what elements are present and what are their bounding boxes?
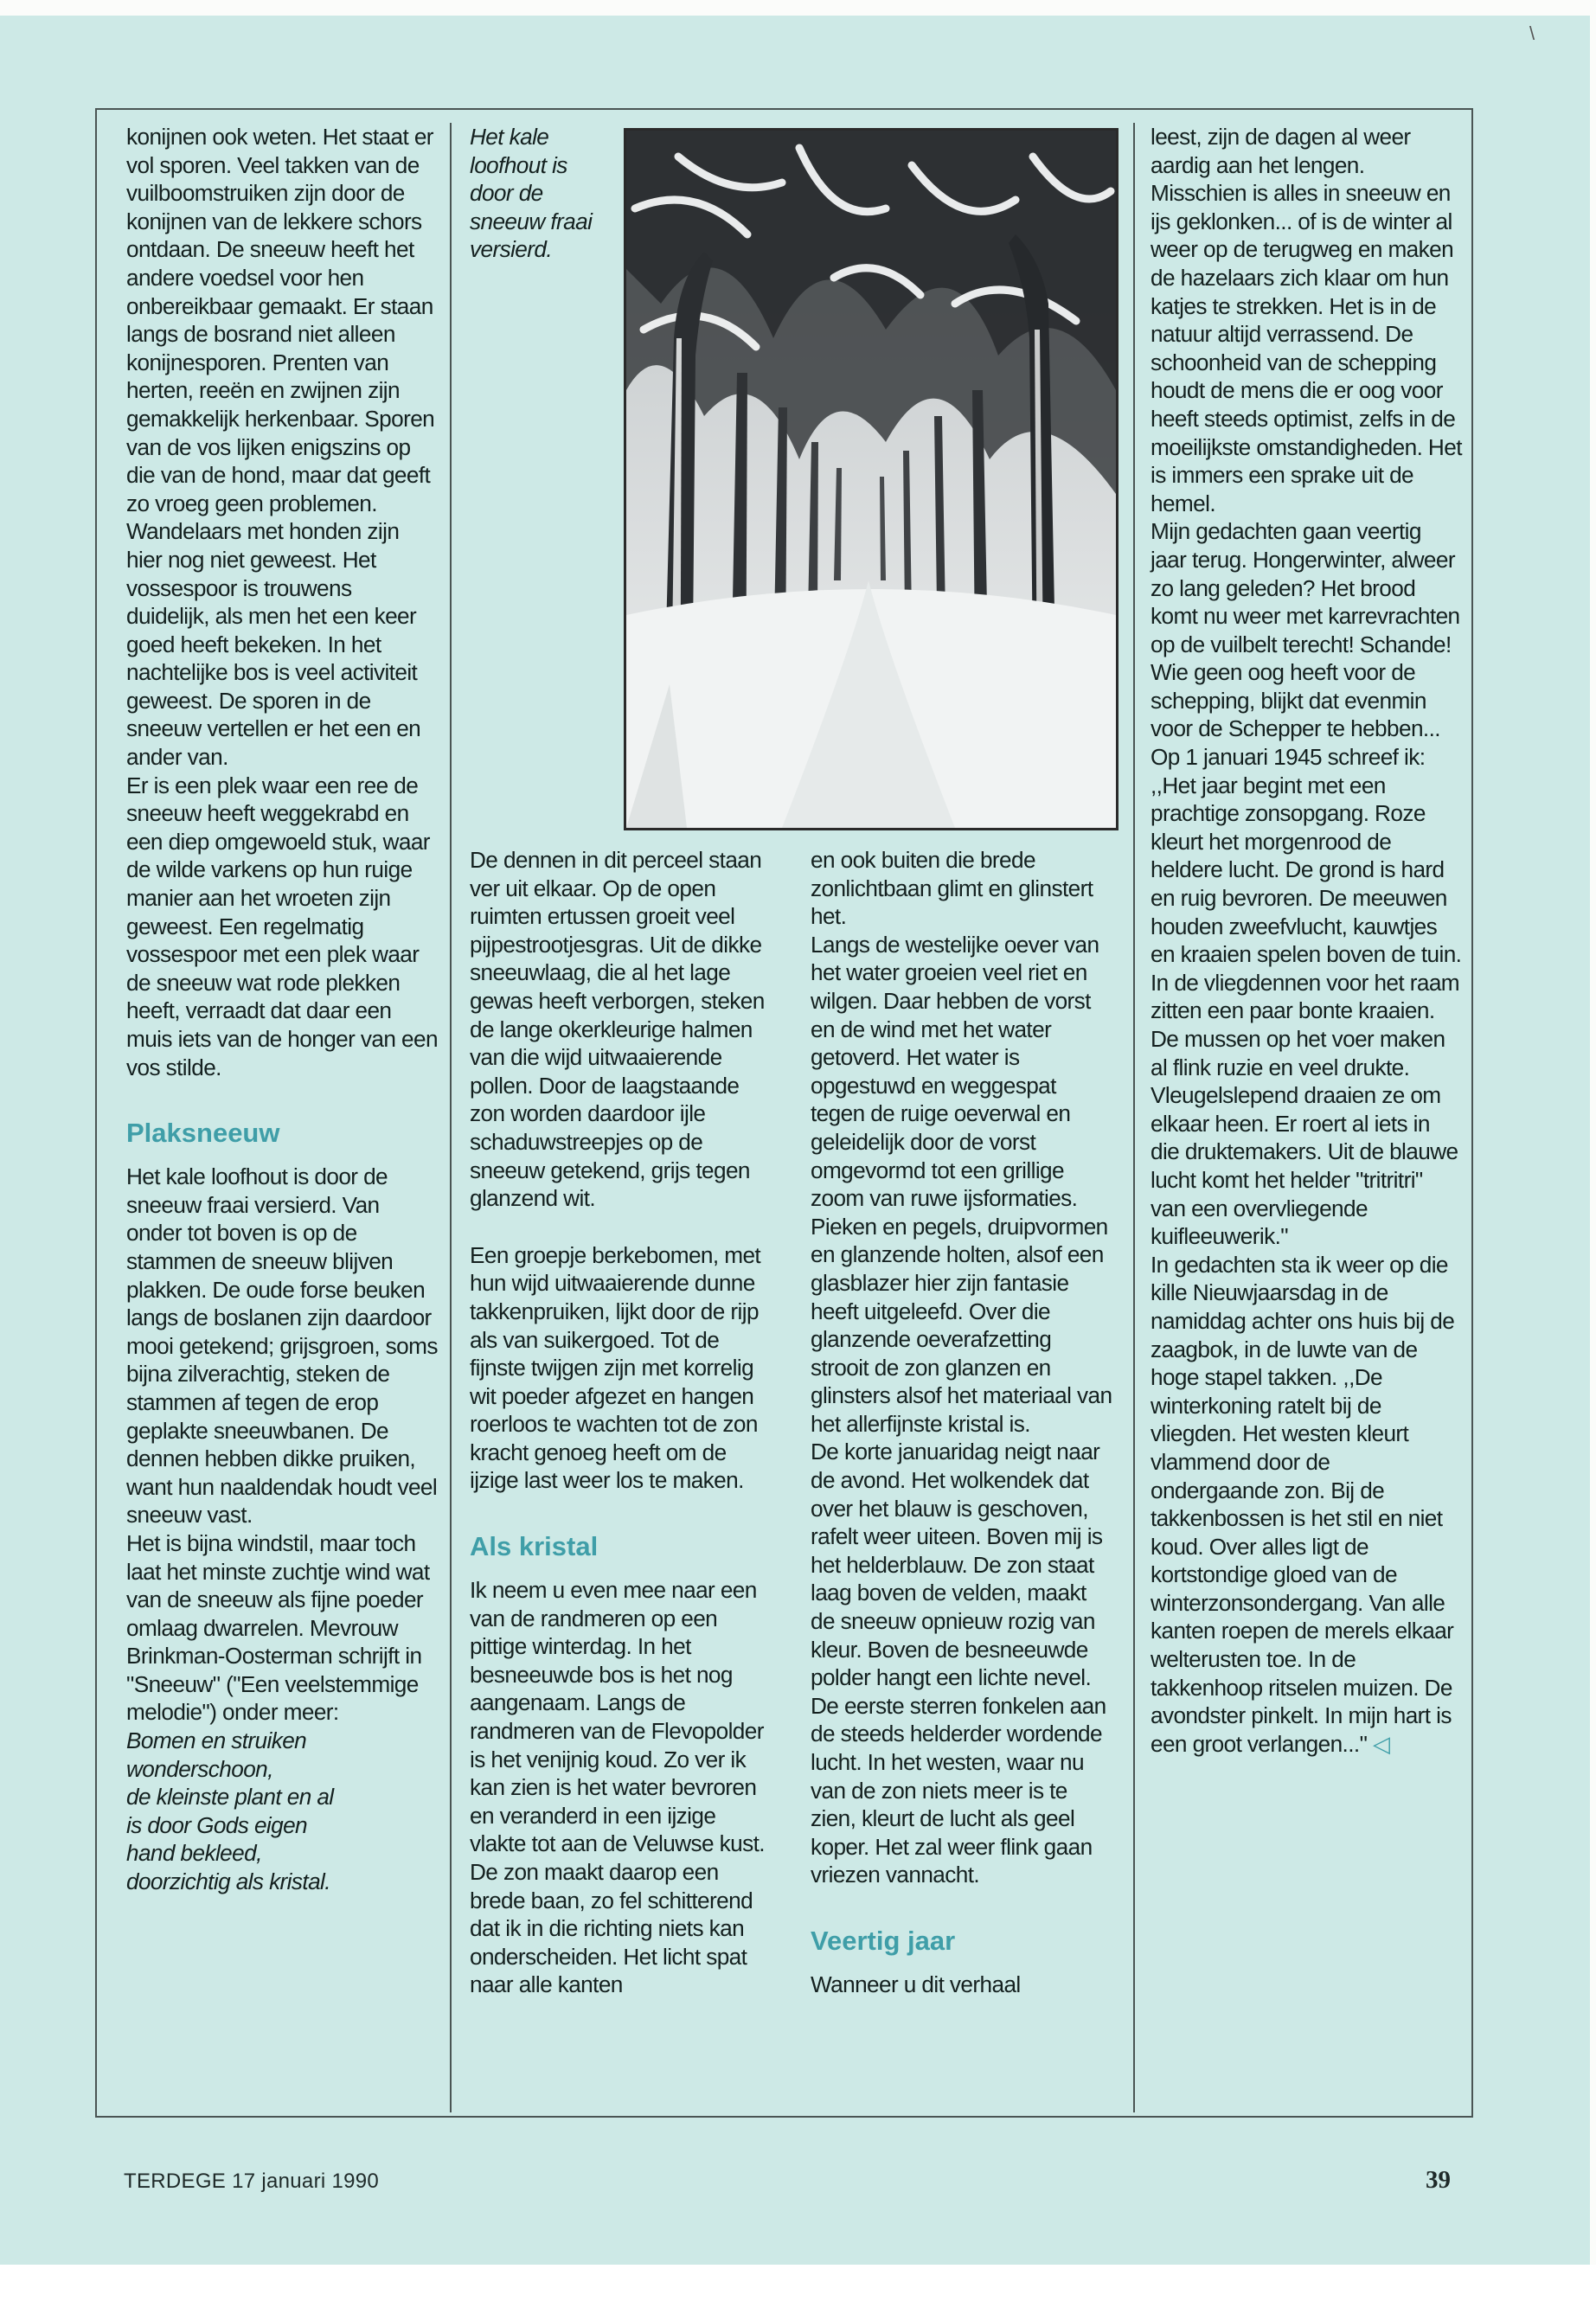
column-3 xyxy=(811,846,1113,1999)
footer-publication: TERDEGE 17 januari 1990 xyxy=(124,2170,380,2193)
column-2 xyxy=(470,846,772,1999)
paragraph: Het is bijna windstil, maar toch laat het minste zuchtje wind wat van de sneeuw als fijne poeder omlaag dwarrelen. Mevrouw Brinkman-Oosterman schrijft in "Sneeuw" ("Een veelstemmige melodie") onder meer: xyxy=(126,1529,430,1726)
paragraph: ,,Het jaar begint met een prachtige zonsopgang. Roze kleurt het morgenrood de heldere lucht. De grond is hard en ruig bevroren. De meeuwen houden zweefvlucht, kauwtjes en kraaien spelen boven de tuin. In de vliegdennen voor het raam zitten een paar bonte kraaien. De mussen op het voer maken al flink ruzie en veel drukte. Vleugelslepend draaien ze om elkaar heen. Er roert al iets in die druktemakers. Uit de blauwe lucht komt het helder "tritritri" van een overvliegende kuifleeuwerik." xyxy=(1151,772,1462,1250)
paragraph: konijnen ook weten. Het staat er vol sporen. Veel takken van de vuilboomstruiken zijn door de konijnen van de lekkere schors ontdaan. De sneeuw heeft het andere voedsel voor hen onbereikbaar gemaakt. Er staan langs de bosrand niet alleen konijnesporen. Prenten van herten, reeën en zwijnen zijn gemakkelijk herkenbaar. Sporen van de vos lijken enigszins op die van de hond, maar dat geeft zo vroeg geen problemen. Wandelaars met honden zijn hier nog niet geweest. Het vossespoor is trouwens duidelijk, als men het een keer goed heeft bekeken. In het nachtelijke bos is veel activiteit geweest. De sporen in de sneeuw vertellen er het een en ander van. xyxy=(126,124,435,771)
column-rule-2 xyxy=(1133,123,1135,2112)
scan-corner-mark: \ xyxy=(1529,22,1535,44)
poem-line: Bomen en struiken xyxy=(126,1727,307,1754)
page-number: 39 xyxy=(1426,2166,1451,2194)
end-of-article-icon: ◁ xyxy=(1372,1730,1390,1757)
photo-caption: Het kale loofhout is door de sneeuw fraai versierd. xyxy=(470,124,593,263)
poem-line: hand bekleed, xyxy=(126,1840,262,1867)
paragraph: Een groepje berkebomen, met hun wijd uitwaaierende dunne takkenpruiken, lijkt door de rijp als van suikergoed. Tot de fijnste twijgen zijn met korrelig wit poeder afgezet en hangen roerloos te wachten tot de zon kracht genoeg heeft om de ijzige last weer los te maken. xyxy=(470,1241,761,1494)
paragraph: De korte januaridag neigt naar de avond. Het wolkendek dat over het blauw is geschoven, rafelt weer uiteen. Boven mij is het helderblauw. De zon staat laag boven de velden, maakt de sneeuw opnieuw rozig van kleur. Boven de besneeuwde polder hangt een lichte nevel. De eerste sterren fonkelen aan de steeds helderder wordende lucht. In het westen, waar nu van de zon niets meer is te zien, kleurt de lucht als geel koper. Het zal weer flink gaan vriezen vannacht. xyxy=(811,1439,1106,1888)
section-heading-veertig-jaar: Veertig jaar xyxy=(811,1925,956,1956)
snowy-avenue-photo xyxy=(624,128,1118,830)
paragraph-text: In gedachten sta ik weer op die kille Nieuwjaarsdag in de namiddag achter ons huis bij de zaagbok, in de luwte van de hoge stapel takken. ,,De winterkoning ratelt bij de vliegden. Het westen kleurt vlammend door de ondergaande zon. Bij de takkenbossen is het stil en niet koud. Over alles ligt de kortstondige gloed van de winterzonsondergang. Van alle kanten roepen de merels elkaar welterusten toe. In de takkenhoop ritselen muizen. De avondster pinkelt. In mijn hart is een groot verlangen..." xyxy=(1151,1251,1455,1757)
column-rule-1 xyxy=(450,123,452,2112)
paragraph: leest, zijn de dagen al weer aardig aan het lengen. Misschien is alles in sneeuw en ijs geklonken... of is de winter al weer op de terugweg en maken de hazelaars zich klaar om hun katjes te strekken. Het is in de natuur altijd verrassend. De schoonheid van de schepping houdt de mens die er oog voor heeft steeds optimist, zelfs in de moeilijkste omstandigheden. Het is immers een sprake uit de hemel. xyxy=(1151,124,1462,516)
paragraph: en ook buiten die brede zonlichtbaan glimt en glinstert het. xyxy=(811,847,1093,930)
paragraph: Het kale loofhout is door de sneeuw fraai versierd. Van onder tot boven is op de stammen de sneeuw blijven plakken. De oude forse beuken langs de boslanen zijn daardoor mooi getekend; grijsgroen, soms bijna zilverachtig, steken de stammen af tegen de erop geplakte sneeuwbanen. De dennen hebben dikke pruiken, want hun naaldendak houdt veel sneeuw vast. xyxy=(126,1163,438,1529)
paragraph: Mijn gedachten gaan veertig jaar terug. Hongerwinter, alweer zo lang geleden? Het brood komt nu weer met karrevrachten op de vuilbelt terecht! Schande! Wie geen oog heeft voor de schepping, blijkt dat evenmin voor de Schepper te hebben... Op 1 januari 1945 schreef ik: xyxy=(1151,518,1460,771)
paragraph: Ik neem u even mee naar een van de randmeren op een pittige winterdag. In het besneeuwde bos is het nog aangenaam. Langs de randmeren van de Flevopolder is het venijnig koud. Zo ver ik kan zien is het water bevroren en veranderd in een ijzige vlakte tot aan de Veluwse kust. De zon maakt daarop een brede baan, zo fel schitterend dat ik in die richting niets kan onderscheiden. Het licht spat naar alle kanten xyxy=(470,1577,765,1998)
column-1 xyxy=(126,123,438,1896)
section-heading-plaksneeuw: Plaksneeuw xyxy=(126,1118,280,1149)
poem-line: wonderschoon, xyxy=(126,1755,273,1782)
column-4 xyxy=(1151,123,1462,1758)
paragraph: Er is een plek waar een ree de sneeuw heeft weggekrabd en een diep omgewoeld stuk, waar de wilde varkens op hun ruige manier aan het wroeten zijn geweest. Een regelmatig vossespoor met een plek waar de sneeuw wat rode plekken heeft, verraadt dat daar een muis iets van de honger van een vos stilde. xyxy=(126,772,438,1080)
paragraph: Wanneer u dit verhaal xyxy=(811,1971,1021,1997)
paragraph: Langs de westelijke oever van het water groeien veel riet en wilgen. Daar hebben de vorst en de wind met het water getoverd. Het water is opgestuwd en weggespat tegen de ruige oeverwal en geleidelijk door de vorst omgevormd tot een grillige zoom van ruwe ijsformaties. Pieken en pegels, druipvormen en glanzende holten, alsof een glasblazer hier zijn fantasie heeft uitgeleefd. Over die glanzende oeverafzetting strooit de zon glanzen en glinsters alsof het materiaal van het allerfijnste kristal is. xyxy=(811,931,1112,1437)
section-heading-als-kristal: Als kristal xyxy=(470,1531,599,1562)
paragraph-last xyxy=(1151,1251,1462,1759)
poem-line: doorzichtig als kristal. xyxy=(126,1868,330,1895)
paragraph: De dennen in dit perceel staan ver uit elkaar. Op de open ruimten ertussen groeit veel pijpestrootjesgras. Uit de dikke sneeuwlaag, die al het lage gewas heeft verborgen, steken de lange okerkleurige halmen van die wijd uitwaaierende pollen. Door de laagstaande zon worden daardoor ijle schaduwstreepjes op de sneeuw getekend, grijs tegen glanzend wit. xyxy=(470,847,765,1212)
poem-line: is door Gods eigen xyxy=(126,1811,308,1838)
scan-bottom-margin xyxy=(0,2265,1596,2301)
poem-quote xyxy=(126,1727,438,1896)
poem-line: de kleinste plant en al xyxy=(126,1784,334,1811)
snowy-trees-illustration xyxy=(626,131,1116,828)
